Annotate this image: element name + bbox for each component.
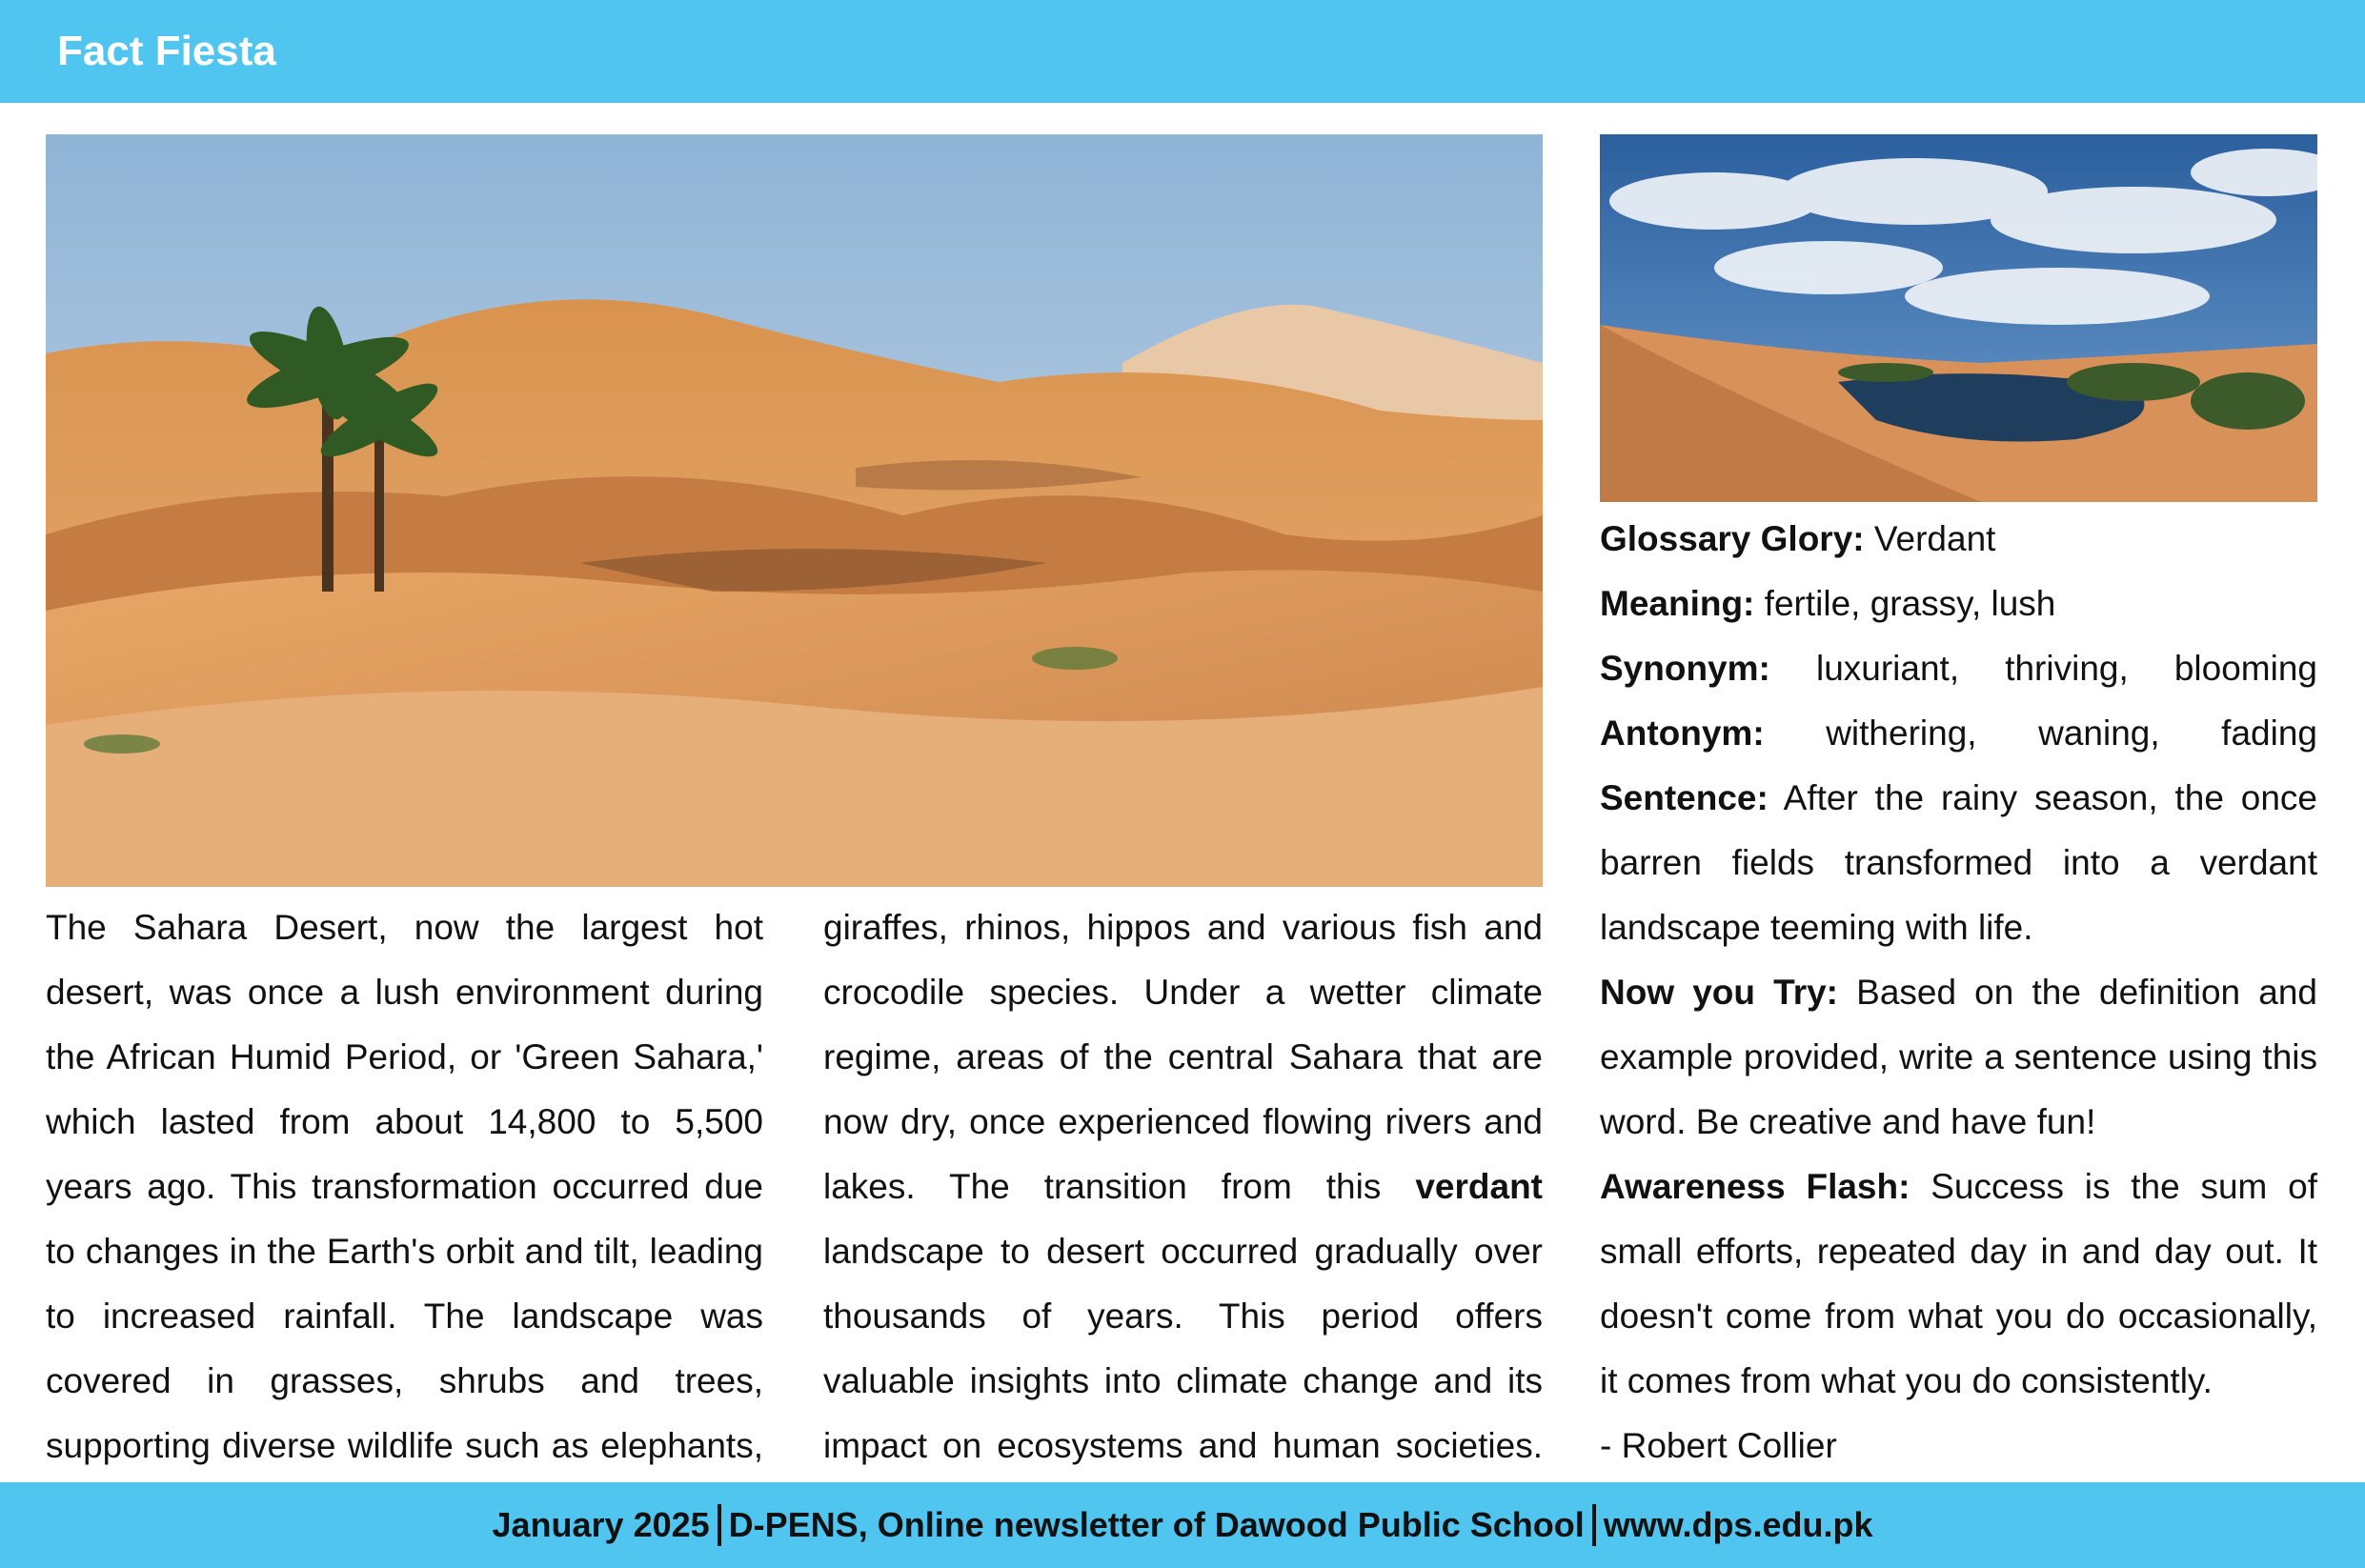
awareness-flash-line [1600,1155,2317,1414]
header-bar [0,0,2365,103]
oasis-image [1600,134,2317,502]
sahara-dunes-image [46,134,1543,887]
synonym-text: luxuriant, thriving, blooming [1815,649,2317,688]
footer-date: January 2025 [492,1505,710,1544]
now-you-try-line [1600,960,2317,1155]
article-text-after: landscape to desert occurred gradually over thousands of years. This period offers valuable insights into climate change and its impact on ecosystems and human societies. [823,1232,1543,1465]
footer-bar [0,1482,2365,1568]
sentence-text: After the rainy season, the once barren fields transformed into a verdant landscape teeming with life. [1600,778,2317,947]
footer-website[interactable]: www.dps.edu.pk [1603,1505,1873,1544]
now-you-try-label: Now you Try: [1600,973,1838,1012]
article-text-part-2 [823,895,1543,1478]
sentence-line [1600,766,2317,960]
article-text-before: giraffes, rhinos, hippos and various fish and crocodile species. Under a wetter climate regime, areas of the central Sahara that are now dry, once experienced flowing rivers and lakes. The transition from this [823,908,1543,1206]
footer-newsletter: D-PENS, Online newsletter of Dawood Public School [728,1505,1585,1544]
antonym-label: Antonym: [1600,714,1765,753]
glossary-panel [1600,507,2317,1478]
section-title: Fact Fiesta [57,28,276,74]
article-column-1 [46,895,763,1478]
synonym-label: Synonym: [1600,649,1770,688]
highlight-word: verdant [1415,1167,1543,1206]
footer-divider [1592,1504,1596,1546]
meaning-label: Meaning: [1600,584,1755,623]
meaning-line [1600,572,2317,636]
footer-divider [718,1504,721,1546]
glossary-word-label: Glossary Glory: [1600,519,1865,558]
antonym-line [1600,701,2317,766]
glossary-word-line [1600,507,2317,572]
synonym-line [1600,636,2317,701]
glossary-word: Verdant [1873,519,1996,558]
article-text-part-1: The Sahara Desert, now the largest hot desert, was once a lush environment during the African Humid Period, or 'Green Sahara,' which lasted from about 14,800 to 5,500 years ago. This transformation occurred due to changes in the Earth's orbit and tilt, leading to increased rainfall. The landscape was covered in grasses, shrubs and trees, supporting diverse wildlife such as elephants, [46,908,763,1465]
now-you-try-text: Based on the definition and example provided, write a sentence using this word. Be creative and have fun! [1600,973,2317,1141]
meaning-text: fertile, grassy, lush [1764,584,2056,623]
awareness-flash-text: Success is the sum of small efforts, repeated day in and day out. It doesn't come from what you do occasionally, it comes from what you do consistently. [1600,1167,2317,1400]
article-column-2 [823,895,1543,1478]
quote-author: - Robert Collier [1600,1426,1837,1465]
antonym-text: withering, waning, fading [1826,714,2317,753]
awareness-flash-label: Awareness Flash: [1600,1167,1910,1206]
sentence-label: Sentence: [1600,778,1769,817]
